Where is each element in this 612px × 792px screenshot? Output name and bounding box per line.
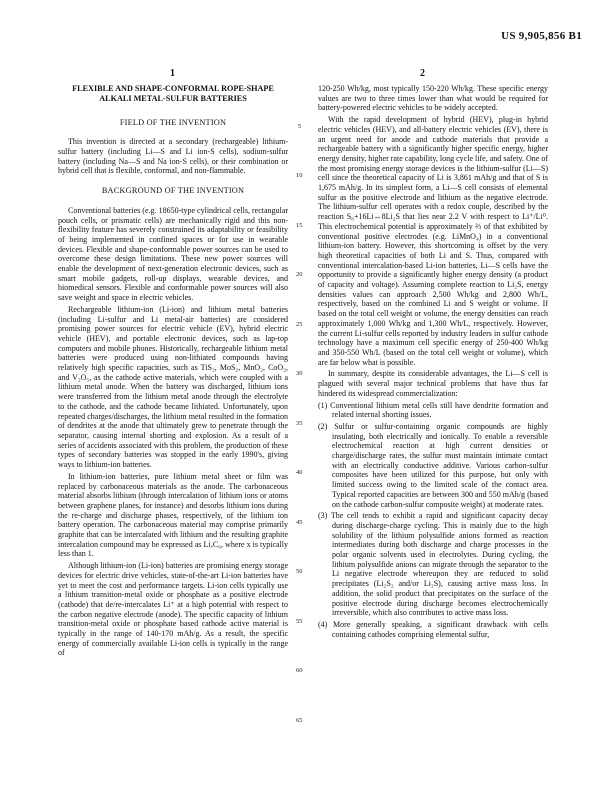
line-number: 5 xyxy=(298,123,302,130)
line-number: 20 xyxy=(296,271,303,278)
paragraph: In lithium-ion batteries, pure lithium metal sheet or film was replaced by carbonaceous materials as the anode. The carbonaceous material absorbs lithium (through intercalation of lithium ions or atoms between graphene planes, for instance) and desorbs lithium ions during the re-charge and discharge phases, respectively, of the lithium ion battery operation. The carbonaceous material may comprise primarily graphite that can be intercalated with lithium and the resulting graphite intercalation compound may be expressed as LiₓC₆, where x is typically less than 1. xyxy=(58,471,288,559)
field-heading: FIELD OF THE INVENTION xyxy=(119,117,227,127)
line-number: 35 xyxy=(296,420,303,427)
patent-number: US 9,905,856 B1 xyxy=(501,30,582,42)
line-number: 15 xyxy=(296,222,303,229)
line-number: 45 xyxy=(296,519,303,526)
line-number: 10 xyxy=(296,172,303,179)
list-item: (3) The cell tends to exhibit a rapid and significant capacity decay during discharge-charge cycling. This is mainly due to the high solubility of the lithium polysulfide anions formed as reaction intermediates during both discharge and charge processes in the polar organic solvents used in electrolytes. During cycling, the lithium polysulfide anions can migrate through the separator to the Li negative electrode whereupon they are reduced to solid precipitates (Li₂S₂ and/or Li₂S), causing active mass loss. In addition, the solid product that precipitates on the surface of the positive electrode during discharge becomes electrochemically irreversible, which also contributes to active mass loss. xyxy=(318,511,548,618)
list-item: (2) Sulfur or sulfur-containing organic compounds are highly insulating, both electrically and ionically. To enable a reversible electrochemical reaction at high current densities or charge/discharge rates, the sulfur must maintain intimate contact with an electrically conductive additive. Various carbon-sulfur composites have been utilized for this purpose, but only with limited success owing to the limited scale of the contact area. Typical reported capacities are between 300 and 550 mAh/g (based on the cathode carbon-sulfur composite weight) at moderate rates. xyxy=(318,421,548,509)
line-number: 65 xyxy=(296,717,303,724)
paragraph: 120-250 Wh/kg, most typically 150-220 Wh/kg. These specific energy values are two to three times lower than what would be required for battery-powered electric vehicles to be widely accepted. xyxy=(318,84,548,113)
line-number: 40 xyxy=(296,469,303,476)
line-number: 25 xyxy=(296,321,303,328)
list-item: (4) More generally speaking, a significant drawback with cells containing cathodes comprising elemental sulfur, xyxy=(318,619,548,639)
line-number: 60 xyxy=(296,667,303,674)
list-item: (1) Conventional lithium metal cells still have dendrite formation and related internal shorting issues. xyxy=(318,400,548,420)
paragraph: With the rapid development of hybrid (HEV), plug-in hybrid electric vehicles (HEV), and all-battery electric vehicles (EV), there is an urgent need for anode and cathode materials that provide a rechargeable battery with a significantly higher specific energy, higher energy density, higher rate capability, long cycle life, and safety. One of the most promising energy storage devices is the lithium-sulfur (Li—S) cell since the theoretical capacity of Li is 3,861 mAh/g and that of S is 1,675 mAh/g. In its simplest form, a Li—S cell consists of elemental sulfur as the positive electrode and lithium as the negative electrode. The lithium-sulfur cell operates with a redox couple, described by the reaction S₈+16Li↔8Li₂S that lies near 2.2 V with respect to Li⁺/Li⁰. This electrochemical potential is approximately ⅔ of that exhibited by conventional positive electrodes (e.g. LiMnO₄) in a conventional lithium-ion battery. However, this shortcoming is offset by the very high theoretical capacities of both Li and S. Thus, compared with conventional intercalation-based Li-ion batteries, Li—S cells have the opportunity to provide a significantly higher energy density (a product of capacity and voltage). Assuming complete reaction to Li₂S, energy densities values can approach 2,500 Wh/kg and 2,800 Wh/L, respectively, based on the combined Li and S weight or volume. If based on the total cell weight or volume, the energy densities can reach approximately 1,000 Wh/kg and 1,300 Wh/L, respectively. However, the current Li-sulfur cells reported by industry leaders in sulfur cathode technology have a maximum cell specific energy of 250-400 Wh/kg and 350-550 Wh/L (based on the total cell weight or volume), which are far below what is possible. xyxy=(318,115,548,367)
paragraph: Conventional batteries (e.g. 18650-type cylindrical cells, rectangular pouch cells, or prismatic cells) are mechanically rigid and this non-flexibility feature has severely constrained its adaptability or feasibility of being implemented in confined spaces or for use in wearable devices. Flexible and shape-conformable power sources can be used to overcome these design limitations. These new power sources will enable the development of next-generation electronic devices, such as smart mobile gadgets, roll-up displays, wearable devices, and biomedical sensors. Flexible and conformable power sources will also save weight and space in electric vehicles. xyxy=(58,205,288,303)
paragraph: Although lithium-ion (Li-ion) batteries are promising energy storage devices for electric drive vehicles, state-of-the-art Li-ion batteries have yet to meet the cost and performance targets. Li-ion cells typically use a lithium transition-metal oxide or phosphate as a positive electrode (cathode) that de/re-intercalates Li⁺ at a high potential with respect to the carbon negative electrode (anode). The specific capacity of lithium transition-metal oxide or phosphate based cathode active material is typically in the range of 140-170 mAh/g. As a result, the specific energy of commercially available Li-ion cells is typically in the range of xyxy=(58,561,288,658)
problem-list xyxy=(318,401,548,640)
right-column xyxy=(318,84,548,641)
paragraph: Rechargeable lithium-ion (Li-ion) and lithium metal batteries (including Li-sulfur and Li metal-air batteries) are considered promising power sources for electric vehicle (EV), hybrid electric vehicle (HEV), and portable electronic devices, such as lap-top computers and mobile phones. Historically, rechargeable lithium metal batteries were produced using non-lithiated compounds having relatively high specific capacities, such as TiS₂, MoS₂, MnO₂, CoO₂, and V₂O₅, as the cathode active materials, which were coupled with a lithium metal anode. When the battery was discharged, lithium ions were transferred from the lithium metal anode through the electrolyte to the cathode, and the cathode became lithiated. Unfortunately, upon repeated charges/discharges, the lithium metal resulted in the formation of dendrites at the anode that ultimately grew to penetrate through the separator, causing internal shorting and explosion. As a result of a series of accidents associated with this problem, the production of these types of secondary batteries was stopped in the early 1990's, giving ways to lithium-ion batteries. xyxy=(58,304,288,470)
line-number: 50 xyxy=(296,568,303,575)
line-number: 30 xyxy=(296,370,303,377)
paragraph: In summary, despite its considerable advantages, the Li—S cell is plagued with several major technical problems that have thus far hindered its widespread commercialization: xyxy=(318,369,548,398)
column-number-left: 1 xyxy=(170,68,175,79)
left-column xyxy=(58,84,288,660)
column-number-right: 2 xyxy=(420,68,425,79)
background-heading: BACKGROUND OF THE INVENTION xyxy=(101,186,245,196)
patent-title: FLEXIBLE AND SHAPE-CONFORMAL ROPE-SHAPE ALKALI METAL-SULFUR BATTERIES xyxy=(72,84,274,103)
field-paragraph: This invention is directed at a secondary (rechargeable) lithium-sulfur battery (including Li—S and Li ion-S cells), sodium-sulfur battery (including Na—S and Na ion-S cells), or their combination or hybrid cell that is flexible, conformal, and non-flammable. xyxy=(58,137,288,176)
line-number: 55 xyxy=(296,618,303,625)
